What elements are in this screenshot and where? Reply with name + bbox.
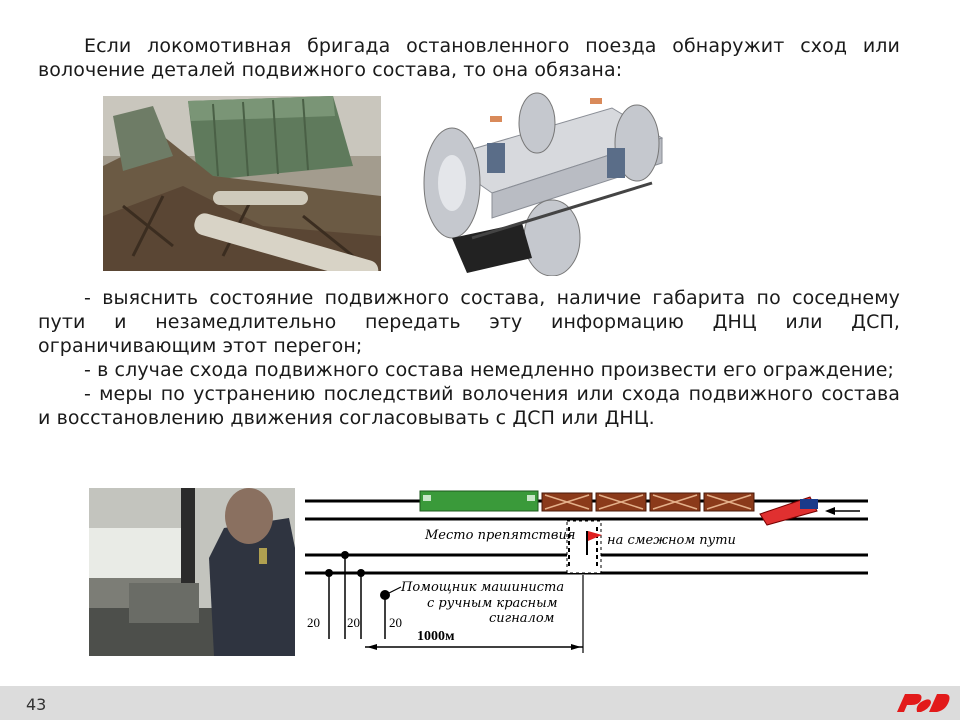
intro-text: Если локомотивная бригада остановленного поезда обнаружит сход или волочение деталей подвижного состава, то она обязана: [38, 35, 900, 81]
distance-total-label: 1000м [417, 629, 455, 644]
bogie-diagram [412, 88, 674, 276]
locomotive [420, 491, 538, 511]
distance-label: 20 [389, 615, 402, 630]
assistant-label-line3: сигналом [489, 611, 555, 626]
assistant-label-line1: Помощник машиниста [401, 580, 565, 595]
derailment-photo [103, 96, 381, 271]
instruction-item: - меры по устранению последствий волочения или схода подвижного состава и восстановлению движения согласовывать с ДСП или ДНЦ. [38, 383, 900, 429]
footer-bar [0, 686, 960, 720]
instructions-list [38, 286, 900, 430]
distance-label: 20 [307, 615, 320, 630]
locomotive-cab-photo [89, 488, 295, 656]
obstacle-label: Место препятствия [425, 528, 576, 543]
rzd-logo-icon [893, 690, 953, 716]
assistant-label-line2: с ручным красным [427, 596, 558, 611]
distance-label: 20 [347, 615, 360, 630]
page-number: 43 [26, 695, 47, 714]
instruction-item: - выяснить состояние подвижного состава, наличие габарита по соседнему пути и незамедлительно передать эту информацию ДНЦ или ДСП, ограничивающим этот перегон; [38, 287, 900, 357]
instruction-item: - в случае схода подвижного состава немедленно произвести его ограждение; [84, 359, 895, 381]
assistant-signal-point [380, 590, 390, 600]
adjacent-track-label: на смежном пути [607, 533, 736, 548]
protection-scheme [305, 489, 868, 657]
